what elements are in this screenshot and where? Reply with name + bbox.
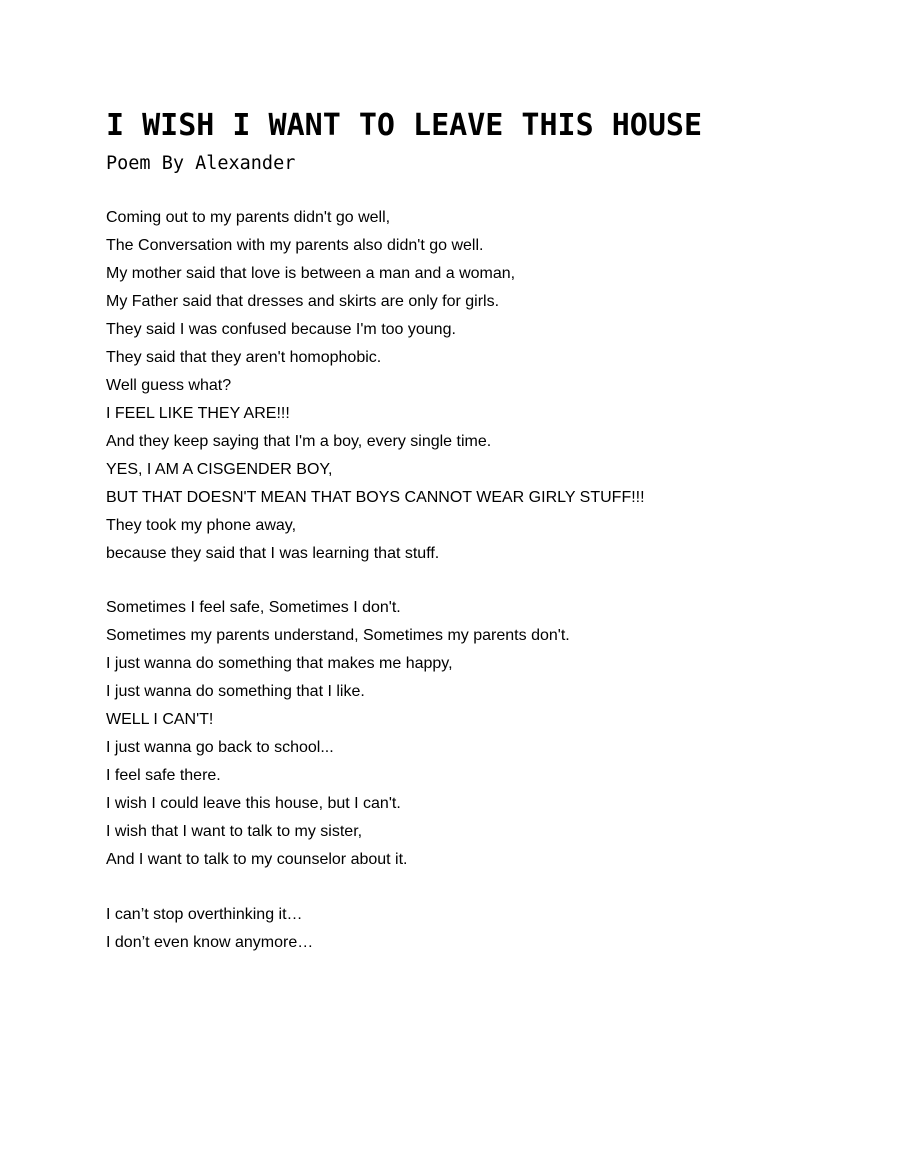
poem-line: I just wanna do something that I like. xyxy=(106,683,365,700)
poem-line: They said that they aren't homophobic. xyxy=(106,349,382,366)
poem-line: My mother said that love is between a man and a woman, xyxy=(106,265,516,282)
poem-line: WELL I CAN'T! xyxy=(106,711,214,728)
poem-line: They took my phone away, xyxy=(106,517,297,534)
stanza-2 xyxy=(106,594,570,874)
stanza-3 xyxy=(106,901,313,957)
poem-line: Well guess what? xyxy=(106,377,232,394)
poem-line: I don’t even know anymore… xyxy=(106,934,314,951)
poem-line: I just wanna go back to school... xyxy=(106,739,334,756)
poem-title: I WISH I WANT TO LEAVE THIS HOUSE xyxy=(106,108,703,143)
poem-line: My Father said that dresses and skirts are only for girls. xyxy=(106,293,500,310)
poem-line: I FEEL LIKE THEY ARE!!! xyxy=(106,405,290,422)
poem-line: They said I was confused because I'm too young. xyxy=(106,321,456,338)
poem-line: BUT THAT DOESN'T MEAN THAT BOYS CANNOT WEAR GIRLY STUFF!!! xyxy=(106,489,645,506)
poem-line: I wish that I want to talk to my sister, xyxy=(106,823,363,840)
poem-line: And they keep saying that I'm a boy, every single time. xyxy=(106,433,492,450)
poem-line: I wish I could leave this house, but I can't. xyxy=(106,795,401,812)
stanza-1 xyxy=(106,204,645,568)
poem-line: And I want to talk to my counselor about it. xyxy=(106,851,408,868)
poem-author: Poem By Alexander xyxy=(106,153,296,174)
poem-line: The Conversation with my parents also didn't go well. xyxy=(106,237,484,254)
poem-line: YES, I AM A CISGENDER BOY, xyxy=(106,461,333,478)
poem-line: Coming out to my parents didn't go well, xyxy=(106,209,391,226)
poem-line: because they said that I was learning that stuff. xyxy=(106,545,440,562)
poem-line: I feel safe there. xyxy=(106,767,221,784)
poem-line: Sometimes my parents understand, Sometimes my parents don't. xyxy=(106,627,570,644)
poem-line: I just wanna do something that makes me happy, xyxy=(106,655,453,672)
poem-line: I can’t stop overthinking it… xyxy=(106,906,303,923)
poem-line: Sometimes I feel safe, Sometimes I don't. xyxy=(106,599,401,616)
